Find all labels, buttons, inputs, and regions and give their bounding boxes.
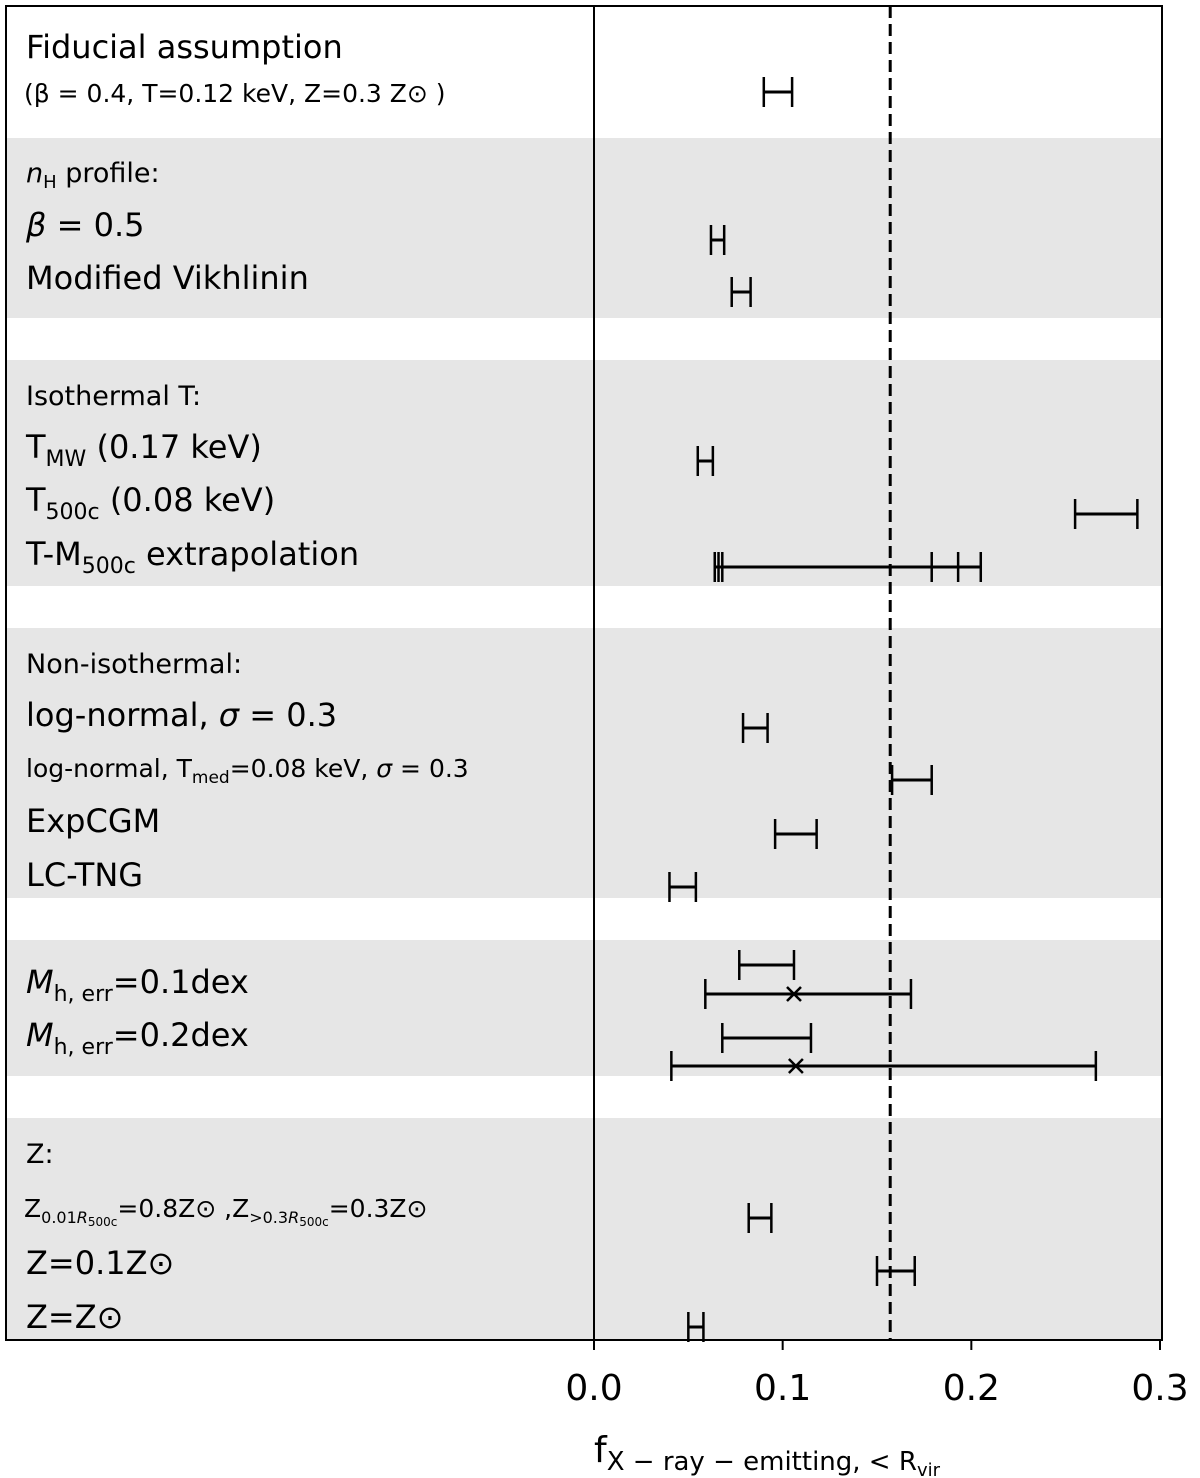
label-modified-vikhlinin: Modified Vikhlinin xyxy=(26,259,309,297)
label-log-normal: log-normal, σ = 0.3 xyxy=(26,696,338,734)
band-metallicity xyxy=(6,1118,1162,1340)
label-expcgm: ExpCGM xyxy=(26,802,161,840)
label-beta-05: β = 0.5 xyxy=(26,206,145,244)
label-fiducial: Fiducial assumption xyxy=(26,28,343,66)
header-nh-profile: $n_H$ profile: xyxy=(26,158,160,193)
group-bands xyxy=(6,138,1162,1340)
label-z-01: Z=0.1Z⊙ xyxy=(26,1244,175,1282)
label-tmw: $T_{MW}$ (0.17 keV) xyxy=(26,428,262,472)
label-fiducial-note: (β = 0.4, T=0.12 keV, Z=0.3 Z⊙ ) xyxy=(24,79,446,108)
label-log-normal-tmed: log-normal, $T_{med}=0.08$ keV, σ = 0.3 xyxy=(26,754,469,788)
x-axis xyxy=(565,1340,1188,1409)
x-tick-label: 0.1 xyxy=(754,1368,812,1409)
band-halo-mass xyxy=(6,940,1162,1076)
label-z-sun: Z=Z⊙ xyxy=(26,1298,124,1336)
label-t500c: $T_{500c}$ (0.08 keV) xyxy=(26,481,276,525)
x-tick-label: 0.3 xyxy=(1131,1368,1189,1409)
x-axis-label: $f_{X - ray - emitting, < R}vir$ xyxy=(594,1430,940,1478)
label-z-profile: $Z_{0.01}R500c=0.8Z⊙$ $,Z_{>0.3}R500c=0.3Z⊙$ xyxy=(24,1194,428,1229)
header-non-isothermal: Non-isothermal: xyxy=(26,649,243,680)
x-tick-label: 0.2 xyxy=(942,1368,1000,1409)
label-t-m500c: $T-M_{500c}$ extrapolation xyxy=(26,535,360,579)
label-mh-err-01: $M_{h, err}=0.1dex$ xyxy=(26,963,249,1007)
header-isothermal: Isothermal T: xyxy=(26,381,202,412)
label-mh-err-02: $M_{h, err}=0.2dex$ xyxy=(26,1016,249,1060)
x-tick-label: 0.0 xyxy=(565,1368,623,1409)
label-lc-tng: LC-TNG xyxy=(26,856,144,894)
header-z: Z: xyxy=(26,1139,54,1170)
error-bar xyxy=(764,77,792,107)
